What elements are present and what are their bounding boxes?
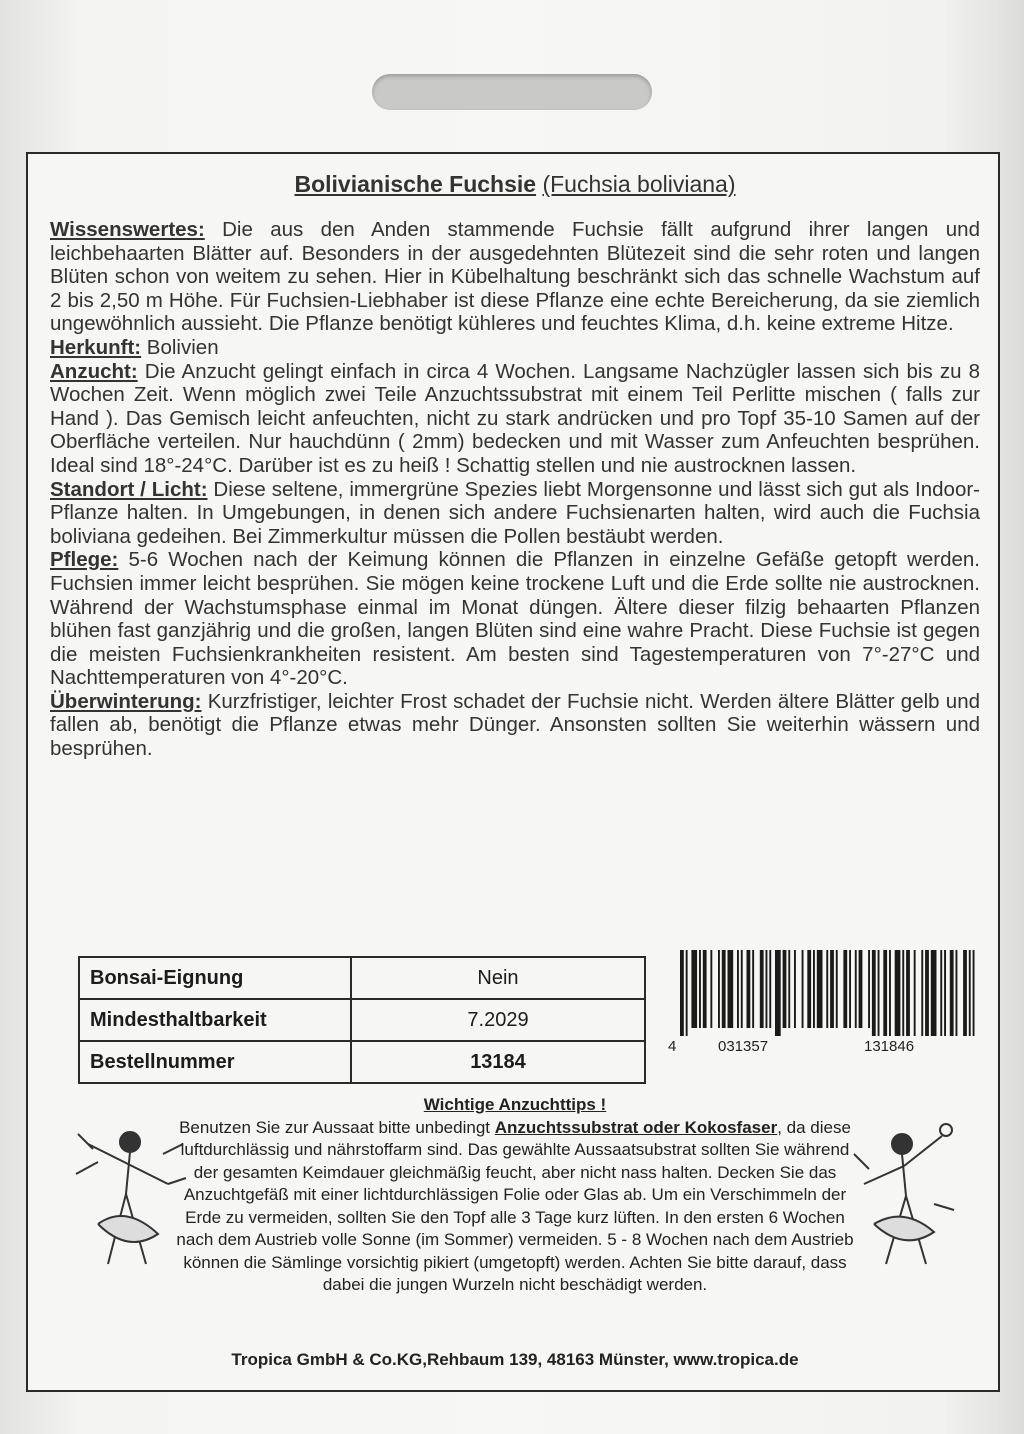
barcode-bar	[895, 950, 901, 1036]
barcode-bar	[849, 950, 851, 1028]
barcode-bar	[775, 950, 781, 1036]
barcode-bar	[741, 950, 743, 1028]
barcode-bar	[921, 950, 923, 1036]
section-text: Die aus den Anden stammende Fuchsie fällt aufgrund ihrer langen und leichbehaarten Blätter auf. Besonders in der ausgedehnten Blütezeit sind die sehr roten und langen Blüten schon von weitem zu sehen. Hier in Kübelhaltung beschränkt sich das schnelle Wachstum auf 2 bis 2,50 m Höhe. Für Fuchsien-Liebhaber ist diese Pflanze eine echte Bereicherung, da sie ziemlich ungewöhnlich aussieht. Die Pflanze benötigt kühleres und feuchtes Klima, d.h. keine extreme Hitze.	[50, 218, 980, 336]
barcode-bar	[722, 950, 726, 1028]
barcode-bar	[872, 950, 876, 1036]
barcode-image	[668, 950, 980, 1036]
section-text: 5-6 Wochen nach der Keimung können die Pflanzen in einzelne Gefäße getopft werden. Fuchsien immer leicht besprühen. Sie mögen keine trockene Luft und die Erde sollte nie austrocknen. Während der Wachstumsphase einmal im Monat düngen. Ältere dieser filzig behaarten Pflanzen blühen fast ganzjährig und die großen, langen Blüten sind eine wahre Pracht. Diese Fuchsie ist gegen die meisten Fuchsienkrankheiten resistent. Am besten sind Tagestemperaturen von 7°-27°C und Nachttemperaturen von 4°-20°C.	[50, 548, 980, 690]
barcode-bar	[766, 950, 768, 1028]
barcode-bar	[817, 950, 823, 1028]
barcode-bar	[703, 950, 707, 1028]
tips-rest: , da diese luftdurchlässig und nährstoffarm sind. Das gewählte Aussaatsubstrat sollten Sie während der gesamten Keimdauer gleichmäßig feucht, aber nicht nass halten. Decken Sie das Anzuchtgefäß mit einer lichtdurchlässigen Folie oder Glas ab. Um ein Verschimmeln der Erde zu vermeiden, sollten Sie den Topf alle 3 Tage kurz lüften. In den ersten 6 Wochen nach dem Austrieb volle Sonne (im Sommer) vermeiden. 5 - 8 Wochen nach dem Austrieb können die Sämlinge vorsichtig pikiert (umgetopft) werden. Achten Sie bitte darauf, dass dabei die jungen Wurzeln nicht beschädigt werden.	[176, 1117, 854, 1294]
barcode-bar	[794, 950, 796, 1028]
barcode-bar	[902, 950, 904, 1036]
barcode-bar	[883, 950, 887, 1036]
info-key: Bestellnummer	[79, 1041, 351, 1083]
section-standort	[50, 478, 980, 549]
barcode-bar	[925, 950, 929, 1036]
barcode-bar	[680, 950, 684, 1036]
barcode-bar	[737, 950, 739, 1028]
section-herkunft	[50, 336, 980, 360]
barcode-bar	[718, 950, 720, 1028]
section-heading: Wissenswertes:	[50, 218, 205, 241]
tips-heading: Wichtige Anzuchttips !	[423, 1095, 607, 1114]
barcode-bar	[788, 950, 790, 1028]
barcode-bar	[950, 950, 954, 1036]
section-heading: Standort / Licht:	[50, 477, 208, 501]
product-title	[28, 170, 1002, 198]
barcode-bar	[813, 950, 815, 1028]
barcode-digits-right: 131846	[864, 1038, 915, 1055]
barcode-bar	[868, 950, 870, 1028]
hang-hole	[372, 74, 652, 110]
section-text: Bolivien	[141, 335, 219, 359]
barcode-bar	[859, 950, 863, 1028]
barcode-bar	[807, 950, 811, 1028]
section-heading: Anzucht:	[50, 359, 138, 383]
section-text: Diese seltene, immergrüne Spezies liebt Morgensonne und lässt sich gut als Indoor-Pflanze halten. In Umgebungen, in denen sich andere Fuchsienarten halten, wird auch die Fuchsia boliviana gedeihen. Bei Zimmerkultur müssen die Pollen bestäubt werden.	[50, 477, 981, 548]
section-pflege	[50, 548, 980, 690]
barcode-bar	[830, 950, 834, 1028]
barcode-bar	[747, 950, 751, 1028]
tips-intro: Benutzen Sie zur Aussaat bitte unbedingt	[179, 1117, 495, 1137]
section-text: Die Anzucht gelingt einfach in circa 4 Wochen. Langsame Nachzügler lassen sich bis zu 8 Wochen Zeit. Wenn möglich zwei Teile Anzuchtssubstrat mit einem Teil Perlitte mischen ( falls zur Hand ). Das Gemisch leicht anfeuchten, nicht zu stark andrücken und pro Topf 35-10 Samen auf der Oberfläche verteilen. Nur hauchdünn ( 2mm) bedecken und mit Wasser zum Anfeuchten besprühen. Ideal sind 18°-24°C. Darüber ist es zu heiß ! Schattig stellen und nie austrocknen lassen.	[50, 359, 980, 477]
section-heading: Pflege:	[50, 548, 119, 572]
barcode-bar	[940, 950, 942, 1036]
barcode-bar	[752, 950, 754, 1028]
barcode-bar	[710, 950, 712, 1028]
barcode-bar	[944, 950, 946, 1036]
section-ueberwinterung	[50, 690, 980, 761]
barcode-bar	[843, 950, 847, 1028]
table-row	[79, 1041, 645, 1083]
barcode-bar	[906, 950, 910, 1036]
barcode-bar	[783, 950, 787, 1028]
product-name: Bolivianische Fuchsie	[294, 171, 537, 197]
barcode-bar	[878, 950, 880, 1036]
barcode-bar	[855, 950, 857, 1028]
section-wissenswertes	[50, 218, 980, 336]
barcode-bar	[826, 950, 828, 1028]
info-table	[78, 956, 646, 1084]
table-row	[79, 999, 645, 1041]
section-heading: Herkunft:	[50, 335, 142, 359]
barcode-bar	[889, 950, 891, 1036]
section-heading: Überwinterung:	[50, 689, 202, 713]
barcode-bar	[963, 950, 967, 1036]
info-value: Nein	[351, 957, 645, 999]
barcode-bar	[802, 950, 804, 1028]
barcode-bar	[969, 950, 971, 1036]
info-key: Mindesthaltbarkeit	[79, 999, 351, 1041]
barcode-bar	[699, 950, 701, 1028]
barcode-bar	[686, 950, 688, 1036]
barcode-bar	[769, 950, 771, 1028]
label-card	[26, 152, 1000, 1392]
growing-tips	[168, 1094, 862, 1297]
section-anzucht	[50, 360, 980, 478]
barcode-bar	[956, 950, 958, 1036]
description-body	[50, 218, 980, 761]
product-latin-name: (Fuchsia boliviana)	[542, 171, 736, 197]
tips-emphasis: Anzuchtssubstrat oder Kokosfaser	[494, 1117, 778, 1137]
barcode-bar	[691, 950, 697, 1028]
table-row	[79, 957, 645, 999]
company-footer: Tropica GmbH & Co.KG,Rehbaum 139, 48163 Münster, www.tropica.de	[231, 1350, 799, 1369]
barcode-bar	[914, 950, 916, 1036]
barcode-digits-left: 031357	[718, 1038, 769, 1055]
barcode-bar	[836, 950, 838, 1028]
barcode-bar	[760, 950, 764, 1028]
barcode-bar	[973, 950, 975, 1036]
barcode-digit-first: 4	[668, 1038, 677, 1055]
barcode-bar	[931, 950, 937, 1036]
info-value: 13184	[351, 1041, 645, 1083]
info-key: Bonsai-Eignung	[79, 957, 351, 999]
info-value: 7.2029	[351, 999, 645, 1041]
tips-text	[168, 1117, 862, 1297]
barcode-bar	[728, 950, 734, 1028]
section-text: Kurzfristiger, leichter Frost schadet der Fuchsie nicht. Werden ältere Blätter gelb und fallen ab, benötigt die Pflanze etwas mehr Dünger. Ansonsten sollten Sie weiterhin wässern und besprühen.	[50, 689, 980, 761]
